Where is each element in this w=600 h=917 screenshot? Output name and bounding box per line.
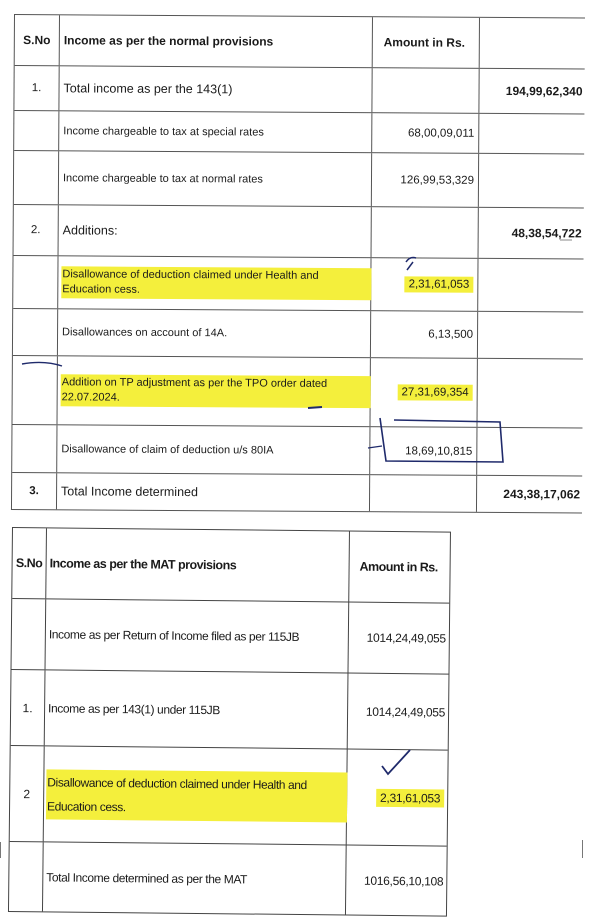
row-amount: 6,13,500 [372,311,478,358]
table-row [10,746,448,847]
scan-edge-mark [0,842,1,858]
row-sno [14,151,59,204]
row-amount: 1014,24,49,055 [365,704,446,720]
row-total [480,154,584,208]
row-amount [372,258,478,311]
mat-provisions-table [8,527,451,917]
row-label: Income chargeable to tax at special rates [59,111,372,152]
row-sno [12,599,47,669]
sno-header: S.No [15,15,60,65]
row-sno: 2. [14,205,59,255]
table-row [12,425,582,476]
sno-header: S.No [12,528,47,598]
row-label [44,746,348,844]
amount-header: Amount in Rs. [359,559,438,575]
row-amount: 1014,24,49,055 [366,630,446,646]
row-sno: 1. [14,66,59,110]
row-label [58,256,371,310]
table-header-row [15,15,585,69]
particulars-header: Income as per the normal provisions [60,15,373,67]
row-sno [12,425,57,472]
row-label: Disallowances on account of 14A. [58,309,371,357]
table-row [14,151,584,208]
row-amount [373,68,479,113]
row-sno: 2 [10,746,45,841]
highlighted-label: Addition on TP adjustment as per the TPO order dated 22.07.2024. [62,375,370,407]
highlighted-amount: 27,31,69,354 [397,384,472,400]
table-row [12,473,582,512]
table-row [12,356,582,428]
row-total [479,312,583,359]
row-amount [348,750,448,846]
table-row [11,670,449,751]
row-label: Total income as per the 143(1) [59,66,372,112]
normal-provisions-table [11,14,585,513]
row-sno: 3. [12,473,57,509]
row-amount: 126,99,53,329 [373,153,479,207]
row-sno [13,309,58,355]
row-sno: 1. [11,670,46,745]
table-row [14,205,584,259]
table-row [9,842,447,916]
row-sno [14,111,59,150]
row-amount: 18,69,10,815 [371,427,477,475]
row-sno [12,356,57,424]
total-header [481,18,585,69]
highlighted-amount: 2,31,61,053 [405,276,474,292]
row-label: Income as per 143(1) under 115JB [45,670,349,748]
row-label: Income chargeable to tax at normal rates [59,151,372,206]
table-row [12,599,450,675]
row-label: Income as per Return of Income filed as per 115JB [46,599,350,672]
highlighted-label: Disallowance of deduction claimed under Health and Education cess. [47,770,346,821]
row-total [480,114,584,154]
row-total [478,428,582,476]
scan-edge-mark [582,840,583,858]
row-total [478,359,582,428]
highlighted-amount: 2,31,61,053 [376,788,444,807]
row-total: 243,38,17,062 [503,486,581,502]
row-total: 194,99,62,340 [505,84,583,99]
row-total [479,259,583,312]
row-label: Total Income determined as per the MAT [43,842,347,914]
row-label [57,356,370,426]
row-label: Additions: [59,205,372,257]
row-total: 48,38,54,722 [511,226,582,241]
row-label: Total Income determined [57,473,370,511]
row-amount [371,475,477,512]
row-sno [13,256,58,308]
highlighted-label: Disallowance of deduction claimed under Health and Education cess. [62,267,370,299]
particulars-header: Income as per the MAT provisions [46,528,350,601]
row-amount [373,207,479,258]
amount-header: Amount in Rs. [374,17,480,68]
row-sno [9,842,44,911]
row-amount: 68,00,09,011 [373,113,479,153]
row-label: Disallowance of claim of deduction u/s 80IA [57,425,370,474]
table-row [13,309,583,359]
table-row [14,66,584,114]
table-row [14,111,584,154]
table-row [13,256,583,312]
row-amount: 1016,56,10,108 [364,873,444,889]
row-amount [371,358,477,427]
table-header-row [12,528,450,604]
